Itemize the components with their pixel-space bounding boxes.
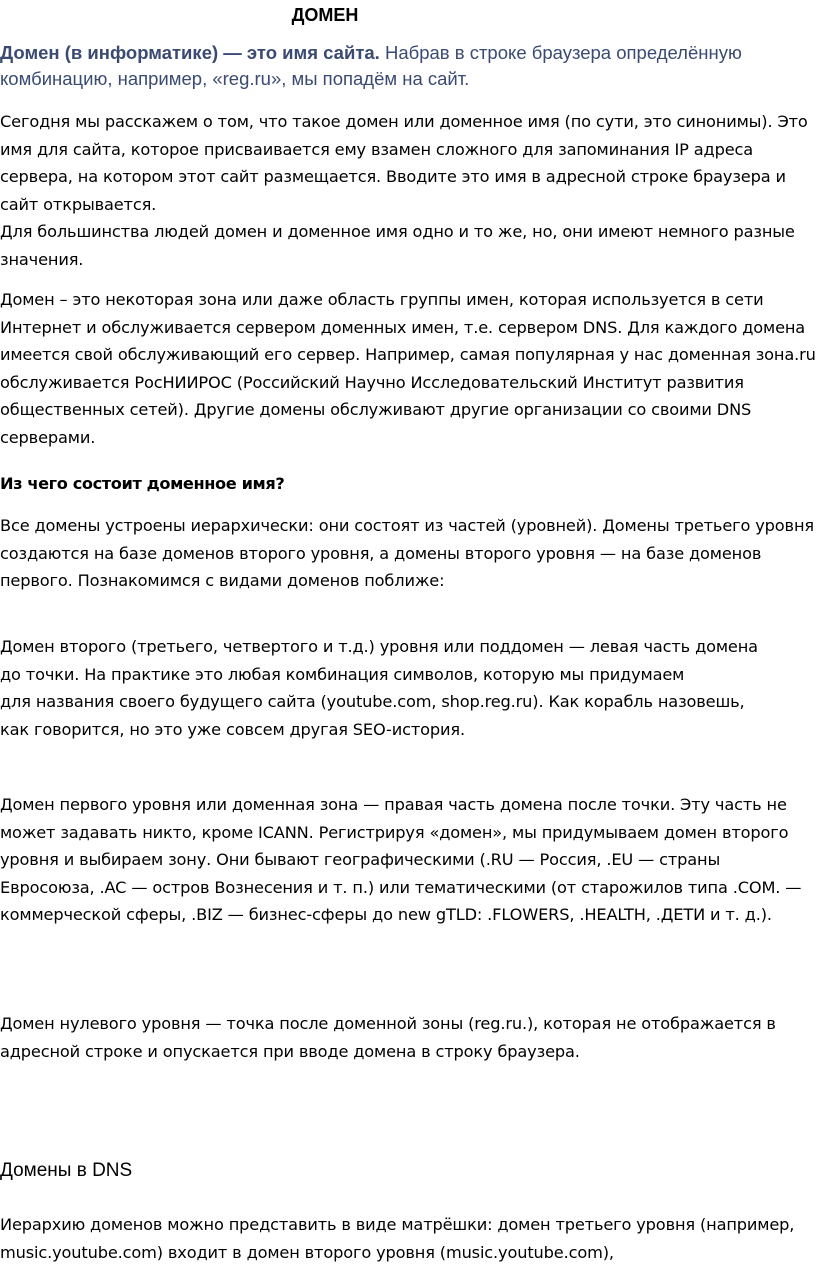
definition-paragraph: Домен – это некоторая зона или даже область группы имен, которая используется в сети Интернет и обслуживается сервером доменных имен, т.е. сервером DNS. Для каждого домена имеется свой обслуживающий его сервер. Например, самая популярная у нас доменная зона.ru обслуживается РосНИИРОС (Российский Научно Исследовательский Институт развития общественных сетей). Другие домены обслуживают другие организации со своими DNS серверами.	[0, 290, 816, 447]
second-level-paragraph	[0, 633, 816, 743]
intro-paragraph-1: Сегодня мы расскажем о том, что такое домен или доменное имя (по сути, это синонимы). Это имя для сайта, которое присваивается ему взамен сложного для запоминания IP адреса сервера, на котором этот сайт размещается. Вводите это имя в адресной строке браузера и сайт открывается.	[0, 112, 808, 214]
section-heading: Из чего состоит доменное имя?	[0, 474, 285, 493]
second-level-line-1: Домен второго (третьего, четвертого и т.д.) уровня или поддомен — левая часть домена	[0, 637, 758, 656]
second-level-line-4: как говорится, но это уже совсем другая SEO-история.	[0, 719, 465, 739]
dns-paragraph: Иерархию доменов можно представить в виде матрёшки: домен третьего уровня (например, music.youtube.com) входит в домен второго уровня (music.youtube.com),	[0, 1215, 795, 1262]
second-level-line-2: до точки. На практике это любая комбинация символов, которую мы придумаем	[0, 664, 685, 684]
lead-paragraph	[0, 40, 800, 92]
structure-paragraph: Все домены устроены иерархически: они состоят из частей (уровней). Домены третьего уровня создаются на базе доменов второго уровня, а домены второго уровня — на базе доменов первого. Познакомимся с видами доменов поближе:	[0, 516, 814, 591]
second-level-line-3: для названия своего будущего сайта (youtube.com, shop.reg.ru). Как корабль назовешь,	[0, 692, 745, 712]
intro-paragraph-2: Для большинства людей домен и доменное имя одно и то же, но, они имеют немного разные значения.	[0, 222, 795, 269]
lead-bold-definition: Домен (в информатике) — это имя сайта.	[0, 42, 380, 63]
intro-block	[0, 108, 816, 274]
zero-level-paragraph: Домен нулевого уровня — точка после доменной зоны (reg.ru.), которая не отображается в адресной строке и опускается при вводе домена в строку браузера.	[0, 1014, 776, 1061]
page-title: ДОМЕН	[291, 5, 359, 25]
lead-text: Набрав в строке браузера определённую комбинацию, например, «reg.ru», мы попадём на сайт.	[0, 42, 742, 89]
dns-heading: Домены в DNS	[0, 1160, 133, 1181]
first-level-paragraph: Домен первого уровня или доменная зона — правая часть домена после точки. Эту часть не может задавать никто, кроме ICANN. Регистрируя «домен», мы придумываем домен второго уровня и выбираем зону. Они бывают географическими (.RU — Россия, .EU — страны Евросоюза, .AC — остров Вознесения и т. п.) или тематическими (от старожилов типа .COM. — коммерческой сферы, .BIZ — бизнес-сферы до new gTLD: .FLOWERS, .HEALTH, .ДЕТИ и т. д.).	[0, 795, 802, 925]
